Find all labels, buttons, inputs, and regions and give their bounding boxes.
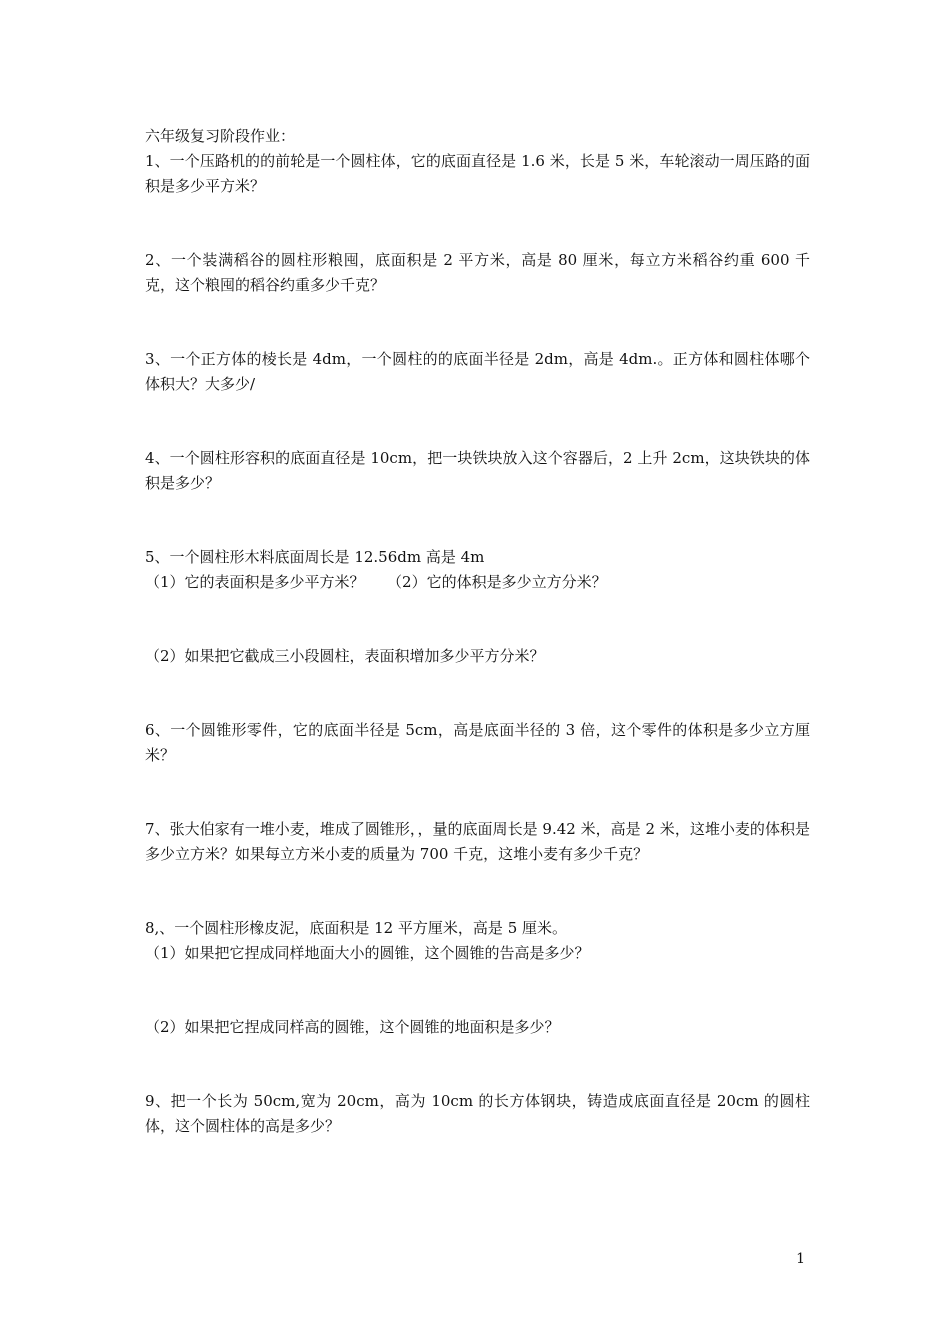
document-title: 六年级复习阶段作业： — [145, 127, 296, 145]
document-body — [145, 124, 810, 1139]
question-2: 2、一个装满稻谷的圆柱形粮囤，底面积是 2 平方米，高是 80 厘米，每立方米稻谷约重 600 千克，这个粮囤的稻谷约重多少千克？ — [145, 251, 810, 294]
answer-space — [145, 397, 810, 446]
question-8: 8,、一个圆柱形橡皮泥，底面积是 12 平方厘米，高是 5 厘米。 — [145, 919, 568, 937]
question-4: 4、一个圆柱形容积的底面直径是 10cm，把一块铁块放入这个容器后，2 上升 2cm，这块铁块的体积是多少？ — [145, 449, 810, 492]
question-5: 5、一个圆柱形木料底面周长是 12.56dm 高是 4m — [145, 548, 485, 566]
question-9: 9、把一个长为 50cm,宽为 20cm，高为 10cm 的长方体钢块，铸造成底面直径是 20cm 的圆柱体，这个圆柱体的高是多少？ — [145, 1092, 810, 1135]
question-5-subparts: （1）它的表面积是多少平方米？ （2）它的体积是多少立方分米？ — [145, 573, 607, 591]
question-8-subpart-1: （1）如果把它捏成同样地面大小的圆锥，这个圆锥的告高是多少？ — [145, 944, 590, 962]
answer-space — [145, 669, 810, 718]
answer-space — [145, 595, 810, 644]
answer-space — [145, 867, 810, 916]
question-7: 7、张大伯家有一堆小麦，堆成了圆锥形，，量的底面周长是 9.42 米，高是 2 米，这堆小麦的体积是多少立方米？如果每立方米小麦的质量为 700 千克，这堆小麦有多少千克？ — [145, 820, 810, 863]
question-6: 6、一个圆锥形零件，它的底面半径是 5cm，高是底面半径的 3 倍，这个零件的体积是多少立方厘米？ — [145, 721, 810, 764]
answer-space — [145, 298, 810, 347]
answer-space — [145, 1040, 810, 1089]
answer-space — [145, 966, 810, 1015]
answer-space — [145, 199, 810, 248]
question-5-subpart-cut: （2）如果把它截成三小段圆柱，表面积增加多少平方分米？ — [145, 647, 545, 665]
question-3: 3、一个正方体的棱长是 4dm，一个圆柱的的底面半径是 2dm，高是 4dm.。正方体和圆柱体哪个体积大？大多少/ — [145, 350, 810, 393]
page-number: 1 — [796, 1251, 805, 1267]
question-8-subpart-2: （2）如果把它捏成同样高的圆锥，这个圆锥的地面积是多少？ — [145, 1018, 560, 1036]
answer-space — [145, 496, 810, 545]
question-1: 1、一个压路机的的前轮是一个圆柱体，它的底面直径是 1.6 米，长是 5 米，车轮滚动一周压路的面积是多少平方米？ — [145, 152, 810, 195]
answer-space — [145, 768, 810, 817]
